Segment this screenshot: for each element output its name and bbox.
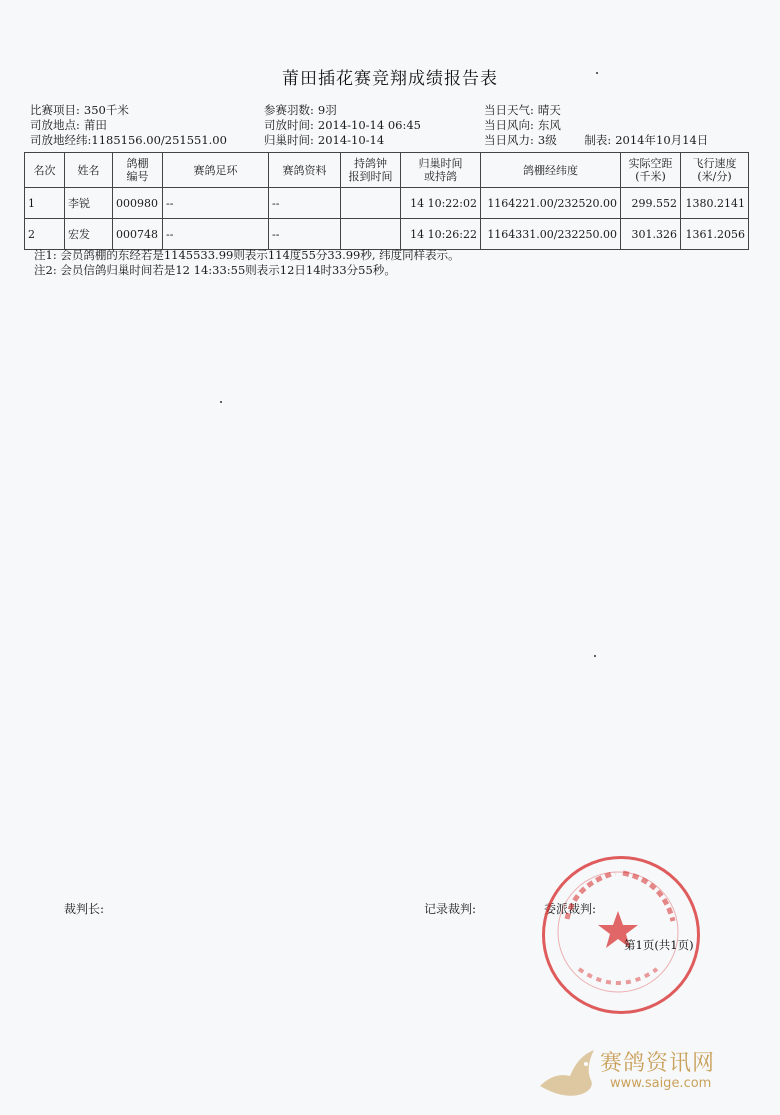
col-distance: 实际空距 (千米) [621, 153, 681, 188]
watermark-url: www.saige.com [610, 1076, 712, 1091]
cell-loft-id: 000748 [113, 219, 163, 250]
cell-clock-time [341, 219, 401, 250]
note-1: 注1: 会员鸽棚的东经若是1145533.99则表示114度55分33.99秒, 纬度同样表示。 [34, 248, 460, 262]
recording-referee-label: 记录裁判: [424, 902, 477, 916]
cell-pigeon-info: -- [269, 219, 341, 250]
scan-speck [220, 401, 222, 403]
table-row [25, 188, 749, 219]
cell-rank: 2 [25, 219, 65, 250]
official-seal-stamp [542, 856, 700, 1014]
notes [34, 248, 460, 278]
meta-release: 司放时间: 2014-10-14 06:45 [264, 118, 421, 132]
meta-site: 司放地点: 莆田 [30, 118, 107, 132]
note-2: 注2: 会员信鸽归巢时间若是12 14:33:55则表示12日14时33分55秒。 [34, 263, 396, 277]
cell-rank: 1 [25, 188, 65, 219]
table-row [25, 219, 749, 250]
cell-arrival: 14 10:22:02 [401, 188, 481, 219]
page-title: 莆田插花赛竞翔成绩报告表 [282, 69, 498, 89]
cell-speed: 1380.2141 [681, 188, 749, 219]
cell-ring: -- [163, 219, 269, 250]
meta-weather: 当日天气: 晴天 [484, 103, 561, 117]
col-loft-coords: 鸽棚经纬度 [481, 153, 621, 188]
col-rank: 名次 [25, 153, 65, 188]
delegate-referee-label: 委派裁判: [544, 902, 597, 916]
seal-graphic-icon [545, 859, 691, 1005]
scan-speck [594, 655, 596, 657]
cell-name: 李锐 [65, 188, 113, 219]
chief-referee-label: 裁判长: [64, 902, 105, 916]
cell-distance: 299.552 [621, 188, 681, 219]
cell-loft-id: 000980 [113, 188, 163, 219]
meta-birds: 参赛羽数: 9羽 [264, 103, 337, 117]
col-arrival: 归巢时间 或持鸽 [401, 153, 481, 188]
cell-distance: 301.326 [621, 219, 681, 250]
cell-name: 宏发 [65, 219, 113, 250]
cell-clock-time [341, 188, 401, 219]
results-table [24, 152, 749, 250]
meta-event: 比赛项目: 350千米 [30, 103, 129, 117]
col-loft-id: 鸽棚 编号 [113, 153, 163, 188]
cell-loft-coords: 1164221.00/232520.00 [481, 188, 621, 219]
col-speed: 飞行速度 (米/分) [681, 153, 749, 188]
table-header-row [25, 153, 749, 188]
cell-pigeon-info: -- [269, 188, 341, 219]
meta-coords: 司放地经纬:1185156.00/251551.00 [30, 133, 227, 147]
meta-wind-dir: 当日风向: 东风 [484, 118, 561, 132]
meta-wind-force: 当日风力: 3级 制表: 2014年10月14日 [484, 133, 709, 147]
cell-loft-coords: 1164331.00/232250.00 [481, 219, 621, 250]
meta-made: 制表: 2014年10月14日 [584, 133, 709, 147]
cell-ring: -- [163, 188, 269, 219]
scan-speck [596, 72, 598, 74]
col-clock-time: 持鸽钟 报到时间 [341, 153, 401, 188]
meta-column-event [30, 103, 227, 148]
meta-return: 归巢时间: 2014-10-14 [264, 133, 385, 147]
col-ring: 赛鸽足环 [163, 153, 269, 188]
page-number: 第1页(共1页) [624, 938, 694, 952]
meta-column-time [264, 103, 421, 148]
col-pigeon-info: 赛鸽资料 [269, 153, 341, 188]
meta-column-weather [484, 103, 708, 148]
cell-speed: 1361.2056 [681, 219, 749, 250]
watermark-site-name: 赛鸽资讯网 [600, 1051, 716, 1076]
col-name: 姓名 [65, 153, 113, 188]
cell-arrival: 14 10:26:22 [401, 219, 481, 250]
